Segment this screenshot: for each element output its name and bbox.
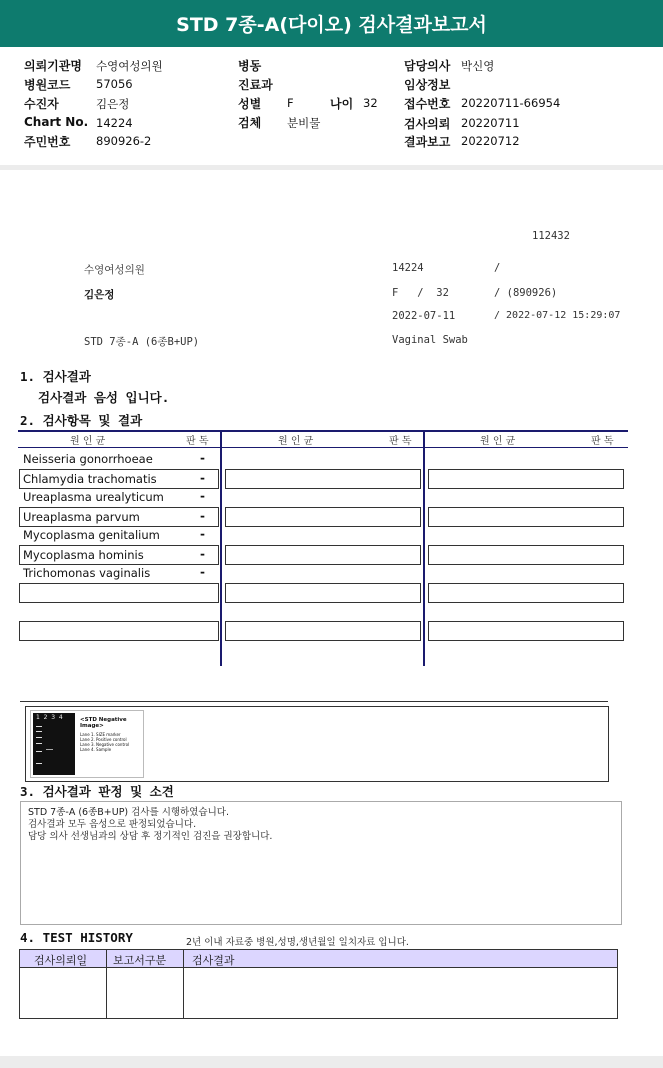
- section1-title: 1. 검사결과: [20, 369, 91, 384]
- organism-result: -: [200, 509, 205, 523]
- organism-name: Ureaplasma parvum: [23, 510, 140, 524]
- opinion-line: STD 7종-A (6종B+UP) 검사를 시행하였습니다.: [28, 807, 229, 818]
- dept-label: 진료과: [238, 78, 273, 92]
- sex-label: 성별: [238, 97, 262, 111]
- opinion-line: 검사결과 모두 음성으로 판정되었습니다.: [28, 819, 197, 830]
- empty-row: [428, 583, 624, 603]
- receipt-value: 20220711-66954: [461, 96, 561, 110]
- result-summary: 검사결과 음성 입니다.: [38, 390, 170, 405]
- report-birth: / (890926): [494, 287, 558, 299]
- grid-divider-2: [423, 430, 425, 666]
- section4-title: 4. TEST HISTORY: [20, 930, 133, 945]
- organism-result: -: [200, 547, 205, 561]
- report-title: STD 7종-A(다이오) 검사결과보고서: [0, 0, 663, 47]
- patient-label: 수진자: [24, 97, 59, 111]
- organism-result: -: [200, 527, 205, 541]
- col-header-organism-1: 원 인 균: [70, 436, 106, 447]
- empty-row: [225, 469, 421, 489]
- report-paper: [0, 170, 663, 1056]
- empty-row: [225, 583, 421, 603]
- organism-result: -: [200, 471, 205, 485]
- report-specimen: Vaginal Swab: [392, 334, 468, 346]
- opinion-line: 담당 의사 선생님과의 상담 후 정기적인 검진을 권장합니다.: [28, 831, 273, 842]
- gel-title: <STD Negative Image>: [80, 717, 127, 729]
- organism-result: -: [200, 565, 205, 579]
- col-header-organism-3: 원 인 균: [480, 436, 516, 447]
- empty-row: [19, 621, 219, 641]
- col-header-organism-2: 원 인 균: [278, 436, 314, 447]
- gel-photo: [33, 713, 75, 775]
- table-row: [19, 507, 219, 527]
- doctor-value: 박신영: [461, 59, 495, 73]
- history-header-row: [20, 950, 617, 968]
- organism-name: Neisseria gonorrhoeae: [23, 452, 153, 466]
- code-label: 병원코드: [24, 78, 71, 92]
- history-header: 보고서구분: [113, 954, 167, 967]
- chart-value: 14224: [96, 116, 133, 130]
- patient-value: 김은정: [96, 97, 130, 111]
- gel-legend-2: Lane 2. Positive control: [80, 737, 127, 742]
- doctor-label: 담당의사: [404, 59, 451, 73]
- section3-title: 3. 검사결과 판정 및 소견: [20, 784, 174, 799]
- opinion-text: [28, 807, 272, 843]
- header-info: [0, 47, 663, 165]
- report-slash: /: [494, 262, 501, 274]
- receipt-label: 접수번호: [404, 97, 451, 111]
- age-value: 32: [363, 96, 378, 110]
- empty-row: [428, 545, 624, 565]
- section2-title: 2. 검사항목 및 결과: [20, 413, 143, 428]
- col-header-result-1: 판 독: [186, 436, 209, 447]
- history-col-divider: [183, 950, 184, 1018]
- gel-legend-3: Lane 3. Negative control: [80, 742, 130, 747]
- history-table: [19, 949, 618, 1019]
- specimen-value: 분비물: [287, 116, 321, 130]
- clinic-label: 의뢰기관명: [24, 59, 82, 73]
- clinic-value: 수영여성의원: [96, 59, 163, 73]
- organism-name: Trichomonas vaginalis: [23, 566, 151, 580]
- grid-header-line: [18, 447, 628, 448]
- empty-row: [428, 469, 624, 489]
- report-date-label: 결과보고: [404, 135, 451, 149]
- organism-name: Mycoplasma genitalium: [23, 528, 160, 542]
- gel-legend-1: Lane 1. SIZE marker: [80, 732, 121, 737]
- chart-label: Chart No.: [24, 115, 89, 129]
- report-date-value: 20220712: [461, 134, 520, 148]
- empty-row: [428, 507, 624, 527]
- report-sex-age: F / 32: [392, 287, 449, 299]
- gel-image-frame: [25, 706, 609, 782]
- report-patient: 김은정: [84, 289, 115, 301]
- gel-divider: [20, 701, 608, 702]
- gel-figure: [30, 710, 144, 778]
- table-row: [19, 564, 219, 583]
- history-header: 검사결과: [192, 954, 235, 967]
- gel-legend-4: Lane 4. Sample: [80, 747, 112, 752]
- request-value: 20220711: [461, 116, 520, 130]
- report-number: 112432: [532, 230, 570, 242]
- report-test-name: STD 7종-A (6종B+UP): [84, 336, 200, 348]
- empty-row: [225, 621, 421, 641]
- table-row: [19, 545, 219, 565]
- code-value: 57056: [96, 77, 133, 91]
- col-header-result-2: 판 독: [389, 436, 412, 447]
- history-header: 검사의뢰일: [34, 954, 88, 967]
- empty-row: [19, 583, 219, 603]
- table-row: [19, 488, 219, 507]
- table-row: [19, 526, 219, 545]
- organism-result: -: [200, 489, 205, 503]
- report-clinic: 수영여성의원: [84, 264, 145, 276]
- report-date-request: 2022-07-11: [392, 310, 456, 322]
- report-chart: 14224: [392, 262, 424, 274]
- sex-value: F: [287, 96, 294, 110]
- table-row: [19, 469, 219, 489]
- history-col-divider: [106, 950, 107, 1018]
- age-label: 나이: [330, 97, 354, 111]
- organism-name: Mycoplasma hominis: [23, 548, 144, 562]
- specimen-label: 검체: [238, 116, 262, 130]
- opinion-box: [20, 801, 622, 925]
- organism-name: Ureaplasma urealyticum: [23, 490, 164, 504]
- empty-row: [225, 545, 421, 565]
- grid-divider-1: [220, 430, 222, 666]
- col-header-result-3: 판 독: [591, 436, 614, 447]
- request-label: 검사의뢰: [404, 117, 451, 131]
- ssn-label: 주민번호: [24, 135, 71, 149]
- gel-lane-numbers: 1 2 3 4: [36, 714, 63, 721]
- empty-row: [225, 507, 421, 527]
- organism-name: Chlamydia trachomatis: [23, 472, 157, 486]
- ssn-value: 890926-2: [96, 134, 152, 148]
- table-row: [19, 450, 219, 469]
- empty-row: [428, 621, 624, 641]
- clinical-label: 임상정보: [404, 78, 451, 92]
- report-date-report: / 2022-07-12 15:29:07: [494, 310, 621, 321]
- grid-top-line: [18, 430, 628, 432]
- history-note: 2년 이내 자료중 병원,성명,생년월일 일치자료 입니다.: [186, 937, 409, 948]
- organism-result: -: [200, 451, 205, 465]
- ward-label: 병동: [238, 59, 262, 73]
